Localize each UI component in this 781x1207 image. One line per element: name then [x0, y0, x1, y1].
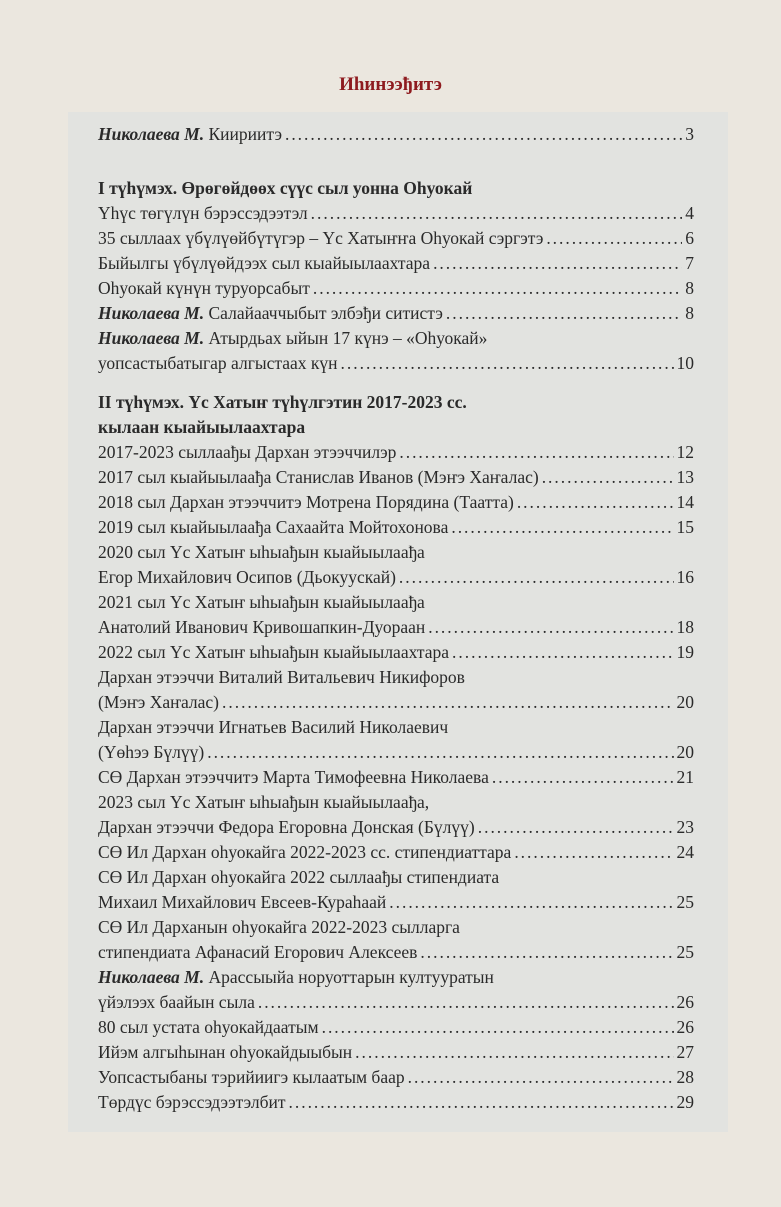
entry-last-line — [98, 815, 694, 840]
entry-text — [98, 490, 514, 515]
entry-last-line — [98, 690, 694, 715]
entry-title: Анатолий Иванович Кривошапкин-Дуораан — [98, 617, 426, 637]
entry-title: Егор Михайлович Осипов (Дьокуускай) — [98, 567, 396, 587]
page-number: 16 — [676, 567, 694, 587]
entry-text — [98, 840, 511, 865]
toc-entry[interactable] — [98, 490, 694, 515]
page-number: 7 — [685, 253, 694, 273]
toc-entry[interactable] — [98, 122, 694, 147]
entry-last-line — [98, 615, 694, 640]
entry-last-line — [98, 890, 694, 915]
toc-entry[interactable] — [98, 965, 694, 1015]
toc-entry[interactable] — [98, 765, 694, 790]
entry-title: СӨ Дархан этээччитэ Марта Тимофеевна Николаева — [98, 767, 489, 787]
toc-entry[interactable] — [98, 251, 694, 276]
entry-last-line — [98, 226, 694, 251]
entry-line-text: Арассыыйа норуоттарын култууратын — [208, 967, 494, 987]
leader-dots — [389, 890, 673, 915]
page-number: 21 — [676, 767, 694, 787]
entry-text — [98, 1065, 405, 1090]
entry-text — [98, 122, 282, 147]
entry-title: Төрдүс бэрэссэдээтэлбит — [98, 1092, 286, 1112]
page-number: 8 — [685, 303, 694, 323]
toc-entry[interactable] — [98, 1040, 694, 1065]
page-number: 12 — [676, 442, 694, 462]
entry-title: Киириитэ — [208, 124, 282, 144]
entry-line — [98, 540, 694, 565]
entry-last-line — [98, 490, 694, 515]
page-number: 18 — [676, 617, 694, 637]
entry-author: Николаева М. — [98, 124, 205, 144]
leader-dots — [399, 565, 674, 590]
leader-dots — [433, 251, 682, 276]
toc-entry[interactable] — [98, 540, 694, 590]
entry-line — [98, 965, 694, 990]
entry-text — [98, 301, 443, 326]
entry-last-line — [98, 765, 694, 790]
page-number: 4 — [685, 203, 694, 223]
page-title: Иhинээђитэ — [339, 74, 442, 95]
toc-entry[interactable] — [98, 1015, 694, 1040]
entry-line — [98, 665, 694, 690]
toc-entry[interactable] — [98, 1090, 694, 1115]
section-heading-line: I түhүмэх. Өрөгөйдөөх сүүс сыл уонна Оhуокай — [98, 178, 473, 198]
entry-last-line — [98, 840, 694, 865]
toc-entry[interactable] — [98, 226, 694, 251]
leader-dots — [428, 615, 673, 640]
table-of-contents — [98, 122, 694, 1115]
entry-line-text: СӨ Ил Дарханын оhуокайга 2022-2023 сылларга — [98, 917, 460, 937]
toc-entry[interactable] — [98, 1065, 694, 1090]
page-number: 10 — [676, 353, 694, 373]
page-number: 28 — [676, 1067, 694, 1087]
entry-title: Оhуокай күнүн туруорсабыт — [98, 278, 310, 298]
entry-text — [98, 351, 338, 376]
entry-text — [98, 515, 448, 540]
entry-line-text: Атырдьах ыйын 17 күнэ – «Оhуокай» — [208, 328, 488, 348]
entry-title: СӨ Ил Дархан оhуокайга 2022-2023 сс. стипендиаттара — [98, 842, 512, 862]
page-number: 23 — [676, 817, 694, 837]
leader-dots — [289, 1090, 674, 1115]
page-number: 24 — [676, 842, 694, 862]
entry-line — [98, 590, 694, 615]
toc-entry[interactable] — [98, 590, 694, 640]
entry-title: (Үөhээ Бүлүү) — [98, 742, 205, 762]
leader-dots — [478, 815, 674, 840]
entry-line-text: 2020 сыл Үс Хатыҥ ыhыађын кыайыылаађа — [98, 542, 425, 562]
toc-entry[interactable] — [98, 515, 694, 540]
entry-title: үйэлээх баайын сыла — [98, 992, 255, 1012]
entry-line-text: Дархан этээччи Игнатьев Василий Николаевич — [98, 717, 449, 737]
entry-title: Уопсастыбаны тэрийиигэ кылаатым баар — [98, 1067, 405, 1087]
leader-dots — [446, 301, 682, 326]
entry-title: 2017-2023 сыллаађы Дархан этээччилэр — [98, 442, 397, 462]
entry-last-line — [98, 1015, 694, 1040]
entry-title: уопсастыбатыгар алгыстаах күн — [98, 353, 338, 373]
entry-author: Николаева М. — [98, 967, 205, 987]
entry-title: 35 сыллаах үбүлүөйбүтүгэр – Үс Хатыҥҥа Оhуокай сэргэтэ — [98, 228, 544, 248]
entry-author: Николаева М. — [98, 303, 205, 323]
entry-last-line — [98, 1040, 694, 1065]
page-number: 29 — [676, 1092, 694, 1112]
leader-dots — [258, 990, 674, 1015]
page-number: 3 — [685, 124, 694, 144]
page-number: 6 — [685, 228, 694, 248]
toc-entry[interactable] — [98, 640, 694, 665]
toc-entry[interactable] — [98, 326, 694, 376]
entry-line — [98, 915, 694, 940]
entry-title: 2022 сыл Үс Хатыҥ ыhыађын кыайыылаахтара — [98, 642, 450, 662]
entry-text — [98, 990, 255, 1015]
entry-last-line — [98, 565, 694, 590]
entry-last-line — [98, 465, 694, 490]
entry-last-line — [98, 251, 694, 276]
page-number: 15 — [676, 517, 694, 537]
section-heading — [98, 176, 694, 201]
leader-dots — [542, 465, 674, 490]
leader-dots — [452, 640, 673, 665]
entry-text — [98, 565, 396, 590]
page-number: 25 — [676, 942, 694, 962]
entry-line — [98, 715, 694, 740]
entry-line — [98, 865, 694, 890]
leader-dots — [285, 122, 682, 147]
entry-author: Николаева М. — [98, 328, 205, 348]
entry-title: Быйылгы үбүлүөйдээх сыл кыайыылаахтара — [98, 253, 431, 273]
leader-dots — [451, 515, 673, 540]
page-number: 14 — [676, 492, 694, 512]
entry-last-line — [98, 122, 694, 147]
toc-entry[interactable] — [98, 465, 694, 490]
entry-text — [98, 440, 396, 465]
entry-title: 2018 сыл Дархан этээччитэ Мотрена Порядина (Таатта) — [98, 492, 514, 512]
toc-entry[interactable] — [98, 915, 694, 965]
entry-title: стипендиата Афанасий Егорович Алексеев — [98, 942, 418, 962]
leader-dots — [341, 351, 674, 376]
entry-title: Дархан этээччи Федора Егоровна Донская (Бүлүү) — [98, 817, 475, 837]
page-number: 8 — [685, 278, 694, 298]
entry-last-line — [98, 740, 694, 765]
toc-entry[interactable] — [98, 790, 694, 840]
entry-title: Ийэм алгыhынан оhуокайдыыбын — [98, 1042, 353, 1062]
toc-entry[interactable] — [98, 301, 694, 326]
entry-text — [98, 890, 386, 915]
entry-last-line — [98, 301, 694, 326]
entry-title: (Мэҥэ Хаҥалас) — [98, 692, 220, 712]
entry-text — [98, 690, 219, 715]
entry-text — [98, 815, 475, 840]
entry-text — [98, 765, 489, 790]
page-number: 13 — [676, 467, 694, 487]
toc-entry[interactable] — [98, 276, 694, 301]
leader-dots — [207, 740, 673, 765]
leader-dots — [514, 840, 673, 865]
section-heading-line: II түhүмэх. Үс Хатыҥ түhүлгэтин 2017-2023 сс. — [98, 392, 467, 412]
leader-dots — [355, 1040, 673, 1065]
entry-text — [98, 1015, 319, 1040]
entry-text — [98, 740, 204, 765]
leader-dots — [399, 440, 673, 465]
leader-dots — [408, 1065, 674, 1090]
page-number: 20 — [676, 692, 694, 712]
entry-last-line — [98, 440, 694, 465]
entry-last-line — [98, 990, 694, 1015]
toc-entry[interactable] — [98, 840, 694, 865]
entry-line — [98, 790, 694, 815]
leader-dots — [420, 940, 673, 965]
section-heading — [98, 390, 694, 440]
entry-title: 2019 сыл кыайыылаађа Сахаайта Мойтохонова — [98, 517, 449, 537]
leader-dots — [311, 201, 683, 226]
entry-title: 2017 сыл кыайыылаађа Станислав Иванов (Мэҥэ Хаҥалас) — [98, 467, 539, 487]
toc-entry[interactable] — [98, 715, 694, 765]
leader-dots — [517, 490, 674, 515]
entry-last-line — [98, 351, 694, 376]
toc-entry[interactable] — [98, 440, 694, 465]
toc-entry[interactable] — [98, 665, 694, 715]
entry-text — [98, 276, 310, 301]
entry-text — [98, 465, 539, 490]
entry-last-line — [98, 276, 694, 301]
leader-dots — [546, 226, 682, 251]
entry-text — [98, 615, 425, 640]
page-number: 25 — [676, 892, 694, 912]
entry-last-line — [98, 1090, 694, 1115]
entry-last-line — [98, 940, 694, 965]
entry-title: Салайааччыбыт элбэђи ситистэ — [208, 303, 443, 323]
entry-title: 80 сыл устата оhуокайдаатым — [98, 1017, 319, 1037]
entry-line-text: СӨ Ил Дархан оhуокайга 2022 сыллаађы стипендиата — [98, 867, 500, 887]
toc-entry[interactable] — [98, 201, 694, 226]
entry-text — [98, 251, 430, 276]
entry-last-line — [98, 1065, 694, 1090]
entry-last-line — [98, 640, 694, 665]
entry-text — [98, 1090, 286, 1115]
entry-text — [98, 201, 308, 226]
entry-title: Үhүс төгүлүн бэрэссэдээтэл — [98, 203, 308, 223]
entry-title: Михаил Михайлович Евсеев-Кураhаай — [98, 892, 387, 912]
page-number: 19 — [676, 642, 694, 662]
entry-text — [98, 1040, 352, 1065]
leader-dots — [313, 276, 682, 301]
entry-text — [98, 940, 417, 965]
leader-dots — [492, 765, 674, 790]
entry-line-text: 2021 сыл Үс Хатыҥ ыhыађын кыайыылаађа — [98, 592, 425, 612]
entry-last-line — [98, 515, 694, 540]
entry-line-text: 2023 сыл Үс Хатыҥ ыhыађын кыайыылаађа, — [98, 792, 430, 812]
page-number: 27 — [676, 1042, 694, 1062]
leader-dots — [222, 690, 673, 715]
entry-line-text: Дархан этээччи Виталий Витальевич Никифоров — [98, 667, 465, 687]
leader-dots — [322, 1015, 674, 1040]
toc-entry[interactable] — [98, 865, 694, 915]
page-number: 20 — [676, 742, 694, 762]
entry-last-line — [98, 201, 694, 226]
section-gap — [98, 147, 694, 162]
entry-line — [98, 326, 694, 351]
section-heading-line: кылаан кыайыылаахтара — [98, 417, 306, 437]
entry-text — [98, 226, 543, 251]
page-number: 26 — [676, 992, 694, 1012]
page-number: 26 — [676, 1017, 694, 1037]
entry-text — [98, 640, 449, 665]
